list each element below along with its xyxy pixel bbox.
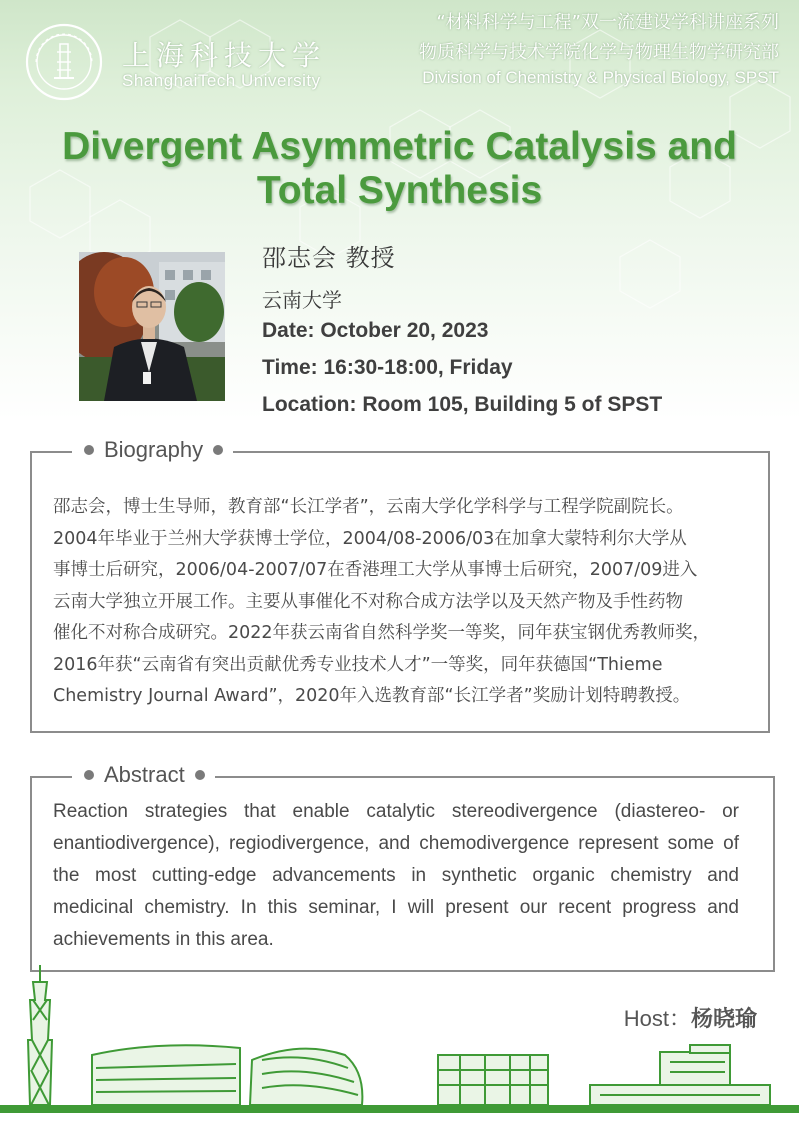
university-name-en: ShanghaiTech University [122,71,321,90]
bullet-dot-icon [213,445,223,455]
biography-label [72,438,233,462]
biography-line: 2004年毕业于兰州大学获博士学位，2004/08-2006/03在加拿大蒙特利尔大学从 [53,528,687,549]
biography-line: Chemistry Journal Award”，2020年入选教育部“长江学者”奖励计划特聘教授。 [53,686,691,706]
talk-time: Time: 16:30-18:00, Friday [262,356,513,379]
biography-line: 2016年获“云南省有突出贡献优秀专业技术人才”一等奖，同年获德国“Thieme [53,654,663,675]
campus-skyline-illustration [0,960,799,1132]
abstract-heading: Abstract [104,762,185,787]
biography-line: 催化不对称合成研究。2022年获云南省自然科学奖一等奖，同年获宝钢优秀教师奖， [53,623,711,643]
host-label: Host： [623,1006,691,1031]
speaker-affiliation: 云南大学 [262,288,342,312]
talk-title [30,125,769,213]
biography-line: 云南大学独立开展工作。主要从事催化不对称合成方法学以及天然产物及手性药物 [53,591,683,612]
lecture-series-title: “材料科学与工程”双一流建设学科讲座系列 [436,12,779,33]
school-division-cn: 物质科学与技术学院化学与物理生物学研究部 [419,42,779,63]
speaker-name: 邵志会 教授 [262,244,396,272]
biography-text [53,492,753,713]
biography-line: 事博士后研究，2006/04-2007/07在香港理工大学从事博士后研究，2007/09进入 [53,560,698,580]
talk-title-line2: Total Synthesis [256,169,543,212]
bullet-dot-icon [195,770,205,780]
university-seal-logo [24,22,104,102]
abstract-label [72,763,215,787]
biography-line: 邵志会，博士生导师，教育部“长江学者”，云南大学化学科学与工程学院副院长。 [53,497,684,517]
bullet-dot-icon [84,770,94,780]
school-division-en: Division of Chemistry & Physical Biology, SPST [422,68,779,87]
talk-date: Date: October 20, 2023 [262,319,489,342]
university-name-cn: 上海科技大学 [122,39,327,72]
abstract-text: Reaction strategies that enable catalytic stereodivergence (diastereo- or enantiodivergence), regiodivergence, and chemodivergence represent some of the most cutting-edge advancements in synthetic organic chemistry and medicinal chemistry. In this seminar, I will present our recent progress and achievements in this area. [53,801,739,950]
host-name: 杨晓瑜 [690,1006,757,1031]
biography-heading: Biography [104,437,204,462]
bullet-dot-icon [84,445,94,455]
speaker-photo [79,252,225,401]
talk-location: Location: Room 105, Building 5 of SPST [262,393,663,416]
talk-title-line1: Divergent Asymmetric Catalysis and [62,125,737,168]
